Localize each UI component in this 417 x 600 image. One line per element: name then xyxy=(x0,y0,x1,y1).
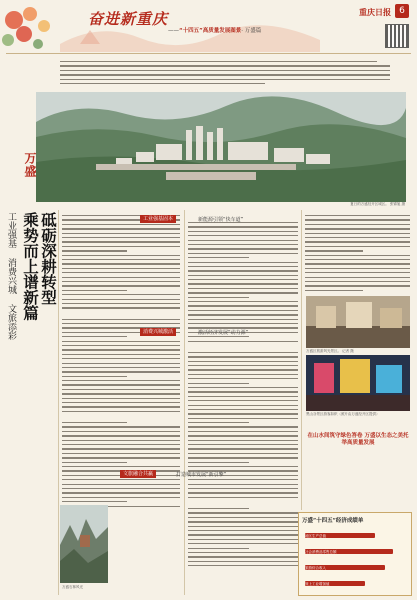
lead-paragraph xyxy=(60,58,390,84)
text-line xyxy=(188,444,298,445)
qr-code-icon xyxy=(385,24,409,48)
text-line xyxy=(62,349,180,350)
text-line xyxy=(62,501,127,502)
photo-caption: 夏日的万盛经开区城区。 张锦旭 摄 xyxy=(350,202,405,206)
right-headline: 在山水间筑守绿色答卷 万盛以生态之美托举高质量发展 xyxy=(307,433,409,446)
text-line xyxy=(62,285,180,286)
text-line xyxy=(62,435,180,436)
text-line xyxy=(188,240,298,241)
text-line xyxy=(62,462,127,463)
text-line xyxy=(188,374,298,375)
stats-title: 万盛“十四五”经济成绩单 xyxy=(302,518,364,524)
text-line xyxy=(62,228,180,229)
text-line xyxy=(188,288,298,289)
text-line xyxy=(62,323,180,324)
stats-row-2: 社会消费品零售总额 xyxy=(305,549,337,554)
text-line xyxy=(188,226,298,227)
text-line xyxy=(188,418,298,419)
text-line xyxy=(62,281,180,282)
text-line xyxy=(188,508,249,509)
text-line xyxy=(188,378,298,379)
text-line xyxy=(188,365,298,366)
text-line xyxy=(62,299,180,300)
headline-sub: 工业强基 消费兴城 文旅添彩 xyxy=(6,212,16,340)
text-line xyxy=(62,363,180,364)
text-line xyxy=(305,255,410,256)
text-line xyxy=(188,466,298,467)
text-line xyxy=(188,517,298,518)
headline-line1: 砥砺深耕转型 xyxy=(39,212,58,305)
text-line xyxy=(188,530,298,531)
text-line xyxy=(188,552,298,553)
text-line xyxy=(305,250,363,251)
text-line xyxy=(62,354,180,355)
text-line xyxy=(305,263,410,264)
text-line xyxy=(62,294,180,295)
text-line xyxy=(62,272,180,273)
text-line xyxy=(188,413,298,414)
text-line xyxy=(62,411,180,412)
text-line xyxy=(62,389,180,390)
article-column-2 xyxy=(188,212,298,566)
text-line xyxy=(188,543,298,544)
text-line xyxy=(188,548,249,549)
text-line xyxy=(188,497,298,498)
text-line xyxy=(62,376,127,377)
text-line xyxy=(188,336,249,337)
text-line xyxy=(62,406,180,407)
text-line xyxy=(62,358,180,359)
text-line xyxy=(188,270,298,271)
text-line xyxy=(188,534,298,535)
text-line xyxy=(188,352,298,353)
text-line xyxy=(62,371,180,372)
text-line xyxy=(62,246,180,247)
text-line xyxy=(188,561,298,562)
text-line xyxy=(62,402,180,403)
text-line xyxy=(62,398,180,399)
text-line xyxy=(188,361,298,362)
text-line xyxy=(188,301,298,302)
text-line xyxy=(188,457,298,458)
flower-decoration-icon xyxy=(0,0,60,58)
article-column-3 xyxy=(305,212,410,291)
text-line xyxy=(62,497,180,498)
text-line xyxy=(188,323,298,324)
text-line xyxy=(188,484,298,485)
text-line xyxy=(188,266,298,267)
stone-forest-photo xyxy=(60,505,108,583)
bottom-photo-caption: 万盛石林风光 xyxy=(62,585,83,589)
text-line xyxy=(305,224,410,225)
text-line xyxy=(62,484,180,485)
stats-row-4: 规上工业增加值 xyxy=(305,581,330,586)
text-line xyxy=(62,440,180,441)
right-caption-1: 万盛区旅游风光景区。 记者 摄 xyxy=(306,349,354,353)
stats-box xyxy=(298,512,412,596)
text-line xyxy=(188,492,298,493)
text-line xyxy=(62,290,127,291)
text-line xyxy=(305,246,410,247)
text-line xyxy=(62,384,180,385)
text-line xyxy=(62,345,180,346)
text-line xyxy=(305,268,410,269)
text-line xyxy=(188,409,298,410)
text-line xyxy=(188,391,298,392)
stats-row-3: 旅游综合收入 xyxy=(305,565,326,570)
text-line xyxy=(188,319,298,320)
text-line xyxy=(188,297,249,298)
text-line xyxy=(188,435,298,436)
header-subtitle: ——“十四五”高质量发展图景· 万盛篇 xyxy=(168,28,262,34)
text-line xyxy=(188,539,298,540)
text-line xyxy=(188,448,298,449)
text-line xyxy=(188,248,298,249)
text-line xyxy=(62,488,180,489)
text-line xyxy=(62,431,180,432)
text-line xyxy=(62,367,180,368)
text-line xyxy=(188,283,298,284)
text-line xyxy=(188,440,298,441)
text-line xyxy=(62,303,180,304)
text-line xyxy=(305,272,410,273)
text-line xyxy=(305,285,410,286)
masthead xyxy=(0,0,417,58)
section-tag-industry: 工业强基固本 xyxy=(140,215,176,223)
text-line xyxy=(188,462,249,463)
text-line xyxy=(305,237,410,238)
headline-line2: 乘势而上谱新篇 xyxy=(21,212,40,321)
slogan: 奋进新重庆 xyxy=(88,10,169,28)
text-line xyxy=(188,512,298,513)
text-line xyxy=(62,277,180,278)
text-line xyxy=(62,319,180,320)
section-title-industry: 新能源引领“快车道” xyxy=(198,217,244,223)
text-line xyxy=(62,336,127,337)
text-line xyxy=(305,241,410,242)
paper-name: 重庆日报 xyxy=(359,7,391,17)
text-line xyxy=(62,307,180,308)
text-line xyxy=(62,380,180,381)
text-line xyxy=(305,233,410,234)
text-line xyxy=(305,281,410,282)
text-line xyxy=(62,444,180,445)
text-line xyxy=(62,422,127,423)
text-line xyxy=(62,259,180,260)
text-line xyxy=(188,453,298,454)
text-line xyxy=(305,277,410,278)
text-line xyxy=(62,268,180,269)
text-line xyxy=(188,431,298,432)
section-title-consumption: 激活经济发展“动力源” xyxy=(198,330,249,336)
text-line xyxy=(188,292,298,293)
text-line xyxy=(188,244,298,245)
text-line xyxy=(62,241,180,242)
text-line xyxy=(62,255,180,256)
text-line xyxy=(188,314,298,315)
text-line xyxy=(188,262,298,263)
text-line xyxy=(62,250,127,251)
section-tag-culture: 文旅融合共赢 xyxy=(120,470,156,478)
text-line xyxy=(305,215,410,216)
section-tag-consumption: 消费兴城激活 xyxy=(140,328,176,336)
text-line xyxy=(305,228,410,229)
text-line xyxy=(305,290,363,291)
text-line xyxy=(188,488,298,489)
text-line xyxy=(62,341,180,342)
text-line xyxy=(62,453,180,454)
text-line xyxy=(188,479,298,480)
city-aerial-photo xyxy=(36,92,406,202)
text-line xyxy=(305,259,410,260)
text-line xyxy=(62,426,180,427)
text-line xyxy=(62,466,180,467)
headline-place: 万盛 xyxy=(23,152,37,178)
text-line xyxy=(62,479,180,480)
text-line xyxy=(305,219,410,220)
text-line xyxy=(188,356,298,357)
text-line xyxy=(188,526,298,527)
text-line xyxy=(188,400,298,401)
text-line xyxy=(188,369,298,370)
text-line xyxy=(188,422,249,423)
section-title-culture: 打造城市发展“新引擎” xyxy=(176,472,227,478)
article-column-1 xyxy=(62,212,180,507)
text-line xyxy=(188,405,298,406)
scenic-area-photo xyxy=(306,296,410,348)
text-line xyxy=(188,426,298,427)
right-caption-2: 黑山谷景区游客如织（照片由万盛经开区提供） xyxy=(306,412,380,416)
text-line xyxy=(62,237,180,238)
text-line xyxy=(62,224,180,225)
text-line xyxy=(188,310,298,311)
text-line xyxy=(188,305,298,306)
stats-row-1: 地区生产总值 xyxy=(305,533,326,538)
text-line xyxy=(188,565,298,566)
text-line xyxy=(62,448,180,449)
text-line xyxy=(188,275,298,276)
page-number: 6 xyxy=(395,4,409,18)
text-line xyxy=(188,396,298,397)
text-line xyxy=(188,257,249,258)
text-line xyxy=(62,393,180,394)
text-line xyxy=(62,263,180,264)
text-line xyxy=(188,341,298,342)
text-line xyxy=(188,383,249,384)
night-market-photo xyxy=(306,355,410,411)
text-line xyxy=(62,457,180,458)
text-line xyxy=(188,279,298,280)
text-line xyxy=(188,556,298,557)
text-line xyxy=(188,253,298,254)
text-line xyxy=(188,231,298,232)
text-line xyxy=(62,492,180,493)
text-line xyxy=(188,521,298,522)
text-line xyxy=(188,387,298,388)
text-line xyxy=(188,235,298,236)
text-line xyxy=(62,233,180,234)
